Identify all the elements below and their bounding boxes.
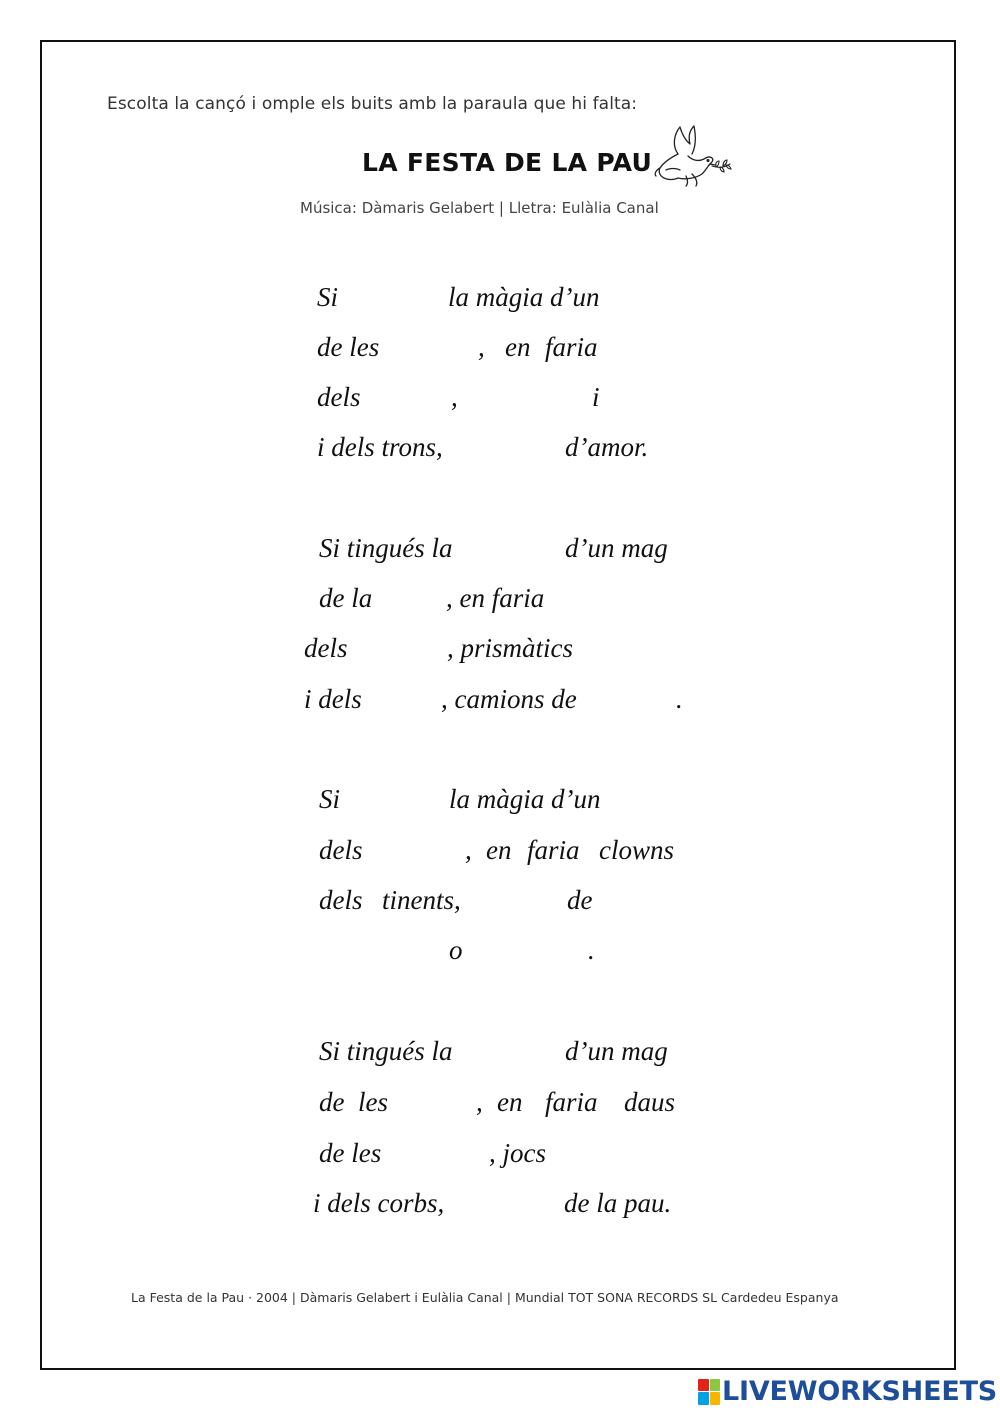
lyric-fragment: , xyxy=(478,332,485,362)
lyric-fragment: de les xyxy=(317,332,380,362)
lyric-fragment: de la xyxy=(319,583,373,613)
page-title: LA FESTA DE LA PAU xyxy=(362,148,653,177)
lyric-fragment: tinents, xyxy=(382,885,461,915)
lyric-fragment: Si xyxy=(317,282,339,312)
song-credits: Música: Dàmaris Gelabert | Lletra: Eulàlia Canal xyxy=(300,199,659,217)
lyric-fragment: d’amor. xyxy=(565,432,649,462)
lyric-fragment: , jocs xyxy=(489,1138,546,1168)
lyric-fragment: dels xyxy=(317,382,361,412)
lyric-fragment: les xyxy=(358,1087,388,1117)
lyric-fragment: Si tingués la xyxy=(319,533,453,563)
lyric-fragment: faria xyxy=(527,835,580,865)
lyric-fragment: d’un mag xyxy=(565,1036,668,1066)
lyric-fragment: , camions de xyxy=(441,684,577,714)
lyric-fragment: faria xyxy=(545,1087,598,1117)
lyric-fragment: la màgia d’un xyxy=(448,282,600,312)
lyric-fragment: en xyxy=(486,835,512,865)
lyric-fragment: en xyxy=(497,1087,523,1117)
lyric-fragment: , en faria xyxy=(446,583,545,613)
lyric-fragment: i dels corbs, xyxy=(313,1188,445,1218)
logo-square-green xyxy=(710,1379,721,1392)
lyric-fragment: o xyxy=(449,935,463,965)
dove-icon xyxy=(652,124,732,188)
lyric-fragment: i dels trons, xyxy=(317,432,443,462)
logo-mark-icon xyxy=(698,1379,720,1405)
lyric-fragment: . xyxy=(588,935,595,965)
lyric-fragment: dels xyxy=(319,885,363,915)
lyric-fragment: de xyxy=(319,1087,345,1117)
lyric-fragment: de la pau. xyxy=(564,1188,672,1218)
lyric-fragment: en xyxy=(505,332,531,362)
lyric-fragment: i dels xyxy=(304,684,362,714)
lyric-fragment: , xyxy=(465,835,472,865)
lyric-fragment: faria xyxy=(545,332,598,362)
instruction-text: Escolta la cançó i omple els buits amb la paraula que hi falta: xyxy=(107,94,638,114)
lyric-fragment: la màgia d’un xyxy=(449,784,601,814)
logo-square-yellow xyxy=(710,1392,721,1405)
logo-square-red xyxy=(698,1379,709,1392)
lyric-fragment: Si xyxy=(319,784,341,814)
lyric-fragment: de les xyxy=(319,1138,382,1168)
logo-text: LIVEWORKSHEETS xyxy=(722,1376,998,1407)
lyric-fragment: dels xyxy=(319,835,363,865)
lyric-fragment: dels xyxy=(304,633,348,663)
lyric-fragment: , prismàtics xyxy=(447,633,574,663)
lyric-fragment: de xyxy=(567,885,593,915)
lyric-fragment: clowns xyxy=(599,835,675,865)
logo-square-blue xyxy=(698,1392,709,1405)
lyric-fragment: i xyxy=(592,382,600,412)
lyric-fragment: Si tingués la xyxy=(319,1036,453,1066)
lyric-fragment: , xyxy=(451,382,458,412)
lyric-fragment: , xyxy=(476,1087,483,1117)
footer-copyright: La Festa de la Pau · 2004 | Dàmaris Gelabert i Eulàlia Canal | Mundial TOT SONA RECORDS SL Cardedeu Espanya xyxy=(131,1290,839,1305)
lyric-fragment: . xyxy=(676,684,683,714)
lyric-fragment: daus xyxy=(624,1087,676,1117)
liveworksheets-logo[interactable] xyxy=(698,1376,997,1407)
lyric-fragment: d’un mag xyxy=(565,533,668,563)
